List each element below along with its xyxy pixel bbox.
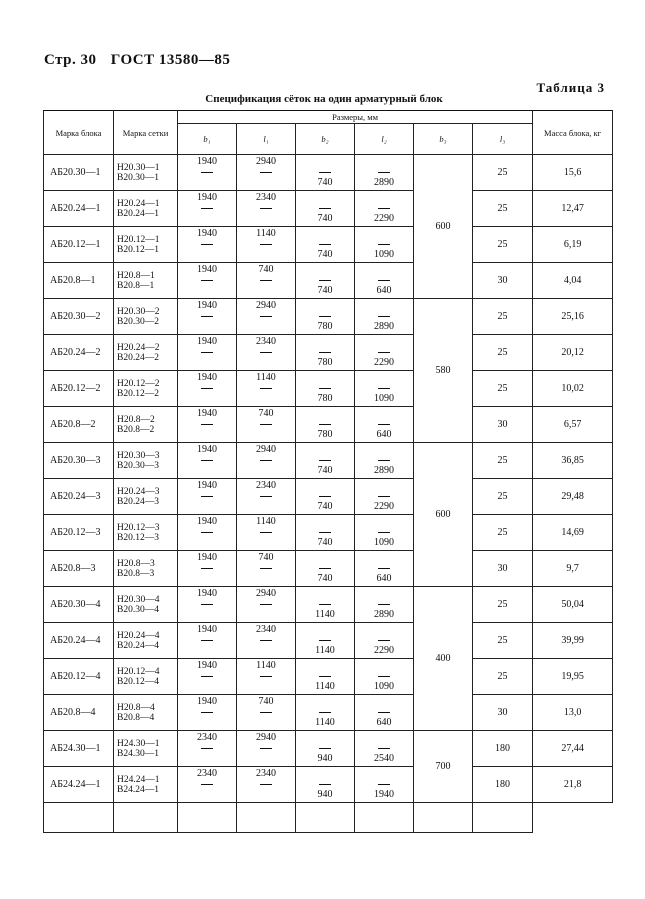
b2-cell: 1140 — [296, 659, 355, 695]
b3-group-cell: 600 — [414, 155, 473, 299]
b2-cell: 940 — [296, 731, 355, 767]
block-mark: АБ20.24—1 — [44, 191, 114, 227]
block-mark: АБ24.30—1 — [44, 731, 114, 767]
l2-cell: 2890 — [355, 299, 414, 335]
l3-cell: 25 — [473, 659, 533, 695]
block-mark: АБ20.8—3 — [44, 551, 114, 587]
b2-cell: 740 — [296, 515, 355, 551]
b1-cell: 1940 — [178, 407, 237, 443]
mesh-marks: Н20.12—2 В20.12—2 — [114, 371, 178, 407]
mass-cell: 6,57 — [533, 407, 613, 443]
table-row — [44, 227, 613, 263]
l3-cell: 25 — [473, 299, 533, 335]
l2-cell: 2290 — [355, 191, 414, 227]
col-sizes: Размеры, мм — [178, 111, 533, 124]
l3-cell: 25 — [473, 335, 533, 371]
l2-cell: 2290 — [355, 623, 414, 659]
table-row — [44, 479, 613, 515]
b1-cell: 2340 — [178, 767, 237, 803]
mesh-marks: Н20.8—1 В20.8—1 — [114, 263, 178, 299]
b3-group-cell: 600 — [414, 443, 473, 587]
b1-cell: 1940 — [178, 227, 237, 263]
mesh-marks: Н20.12—3 В20.12—3 — [114, 515, 178, 551]
l2-cell: 1090 — [355, 371, 414, 407]
b1-cell: 1940 — [178, 623, 237, 659]
block-mark: АБ20.30—4 — [44, 587, 114, 623]
b2-cell: 1140 — [296, 587, 355, 623]
b2-cell: 740 — [296, 479, 355, 515]
l1-cell: 1140 — [237, 227, 296, 263]
block-mark: АБ20.12—4 — [44, 659, 114, 695]
block-mark: АБ20.30—1 — [44, 155, 114, 191]
b1-cell: 1940 — [178, 299, 237, 335]
l3-cell: 25 — [473, 155, 533, 191]
b2-cell: 740 — [296, 191, 355, 227]
block-mark: АБ20.24—4 — [44, 623, 114, 659]
b2-cell: 740 — [296, 443, 355, 479]
l3-cell: 25 — [473, 623, 533, 659]
b1-cell: 1940 — [178, 443, 237, 479]
page-number: Стр. 30 — [44, 52, 97, 68]
b3-group-cell: 700 — [414, 731, 473, 803]
l2-cell: 640 — [355, 695, 414, 731]
b2-cell: 740 — [296, 551, 355, 587]
mass-cell: 50,04 — [533, 587, 613, 623]
l1-cell: 1140 — [237, 371, 296, 407]
l3-cell: 25 — [473, 443, 533, 479]
mass-cell: 29,48 — [533, 479, 613, 515]
table-row — [44, 191, 613, 227]
l2-cell: 2890 — [355, 587, 414, 623]
l1-cell: 2340 — [237, 191, 296, 227]
mass-cell: 21,8 — [533, 767, 613, 803]
mesh-marks: Н24.30—1 В24.30—1 — [114, 731, 178, 767]
b1-cell: 2340 — [178, 731, 237, 767]
mesh-marks: Н24.24—1 В24.24—1 — [114, 767, 178, 803]
b1-cell: 1940 — [178, 695, 237, 731]
b1-cell: 1940 — [178, 335, 237, 371]
col-l3: l₃ — [473, 124, 533, 155]
table-row-empty — [44, 803, 613, 833]
mesh-marks: Н20.8—2 В20.8—2 — [114, 407, 178, 443]
table-row — [44, 335, 613, 371]
l3-cell: 25 — [473, 587, 533, 623]
l1-cell: 740 — [237, 263, 296, 299]
b2-cell: 780 — [296, 335, 355, 371]
mass-cell: 4,04 — [533, 263, 613, 299]
b2-cell: 740 — [296, 227, 355, 263]
block-mark: АБ20.8—4 — [44, 695, 114, 731]
l1-cell: 740 — [237, 695, 296, 731]
mass-cell: 14,69 — [533, 515, 613, 551]
b1-cell: 1940 — [178, 587, 237, 623]
b2-cell: 780 — [296, 299, 355, 335]
l2-cell: 2890 — [355, 155, 414, 191]
b2-cell: 780 — [296, 407, 355, 443]
col-b3: b₃ — [414, 124, 473, 155]
block-mark: АБ20.8—2 — [44, 407, 114, 443]
block-mark: АБ20.24—2 — [44, 335, 114, 371]
table-row — [44, 659, 613, 695]
l3-cell: 180 — [473, 731, 533, 767]
table-title: Спецификация сёток на один арматурный блок — [205, 93, 443, 105]
l1-cell: 2340 — [237, 767, 296, 803]
l3-cell: 25 — [473, 479, 533, 515]
l1-cell: 2340 — [237, 479, 296, 515]
l3-cell: 180 — [473, 767, 533, 803]
mass-cell: 19,95 — [533, 659, 613, 695]
b1-cell: 1940 — [178, 371, 237, 407]
l1-cell: 2940 — [237, 587, 296, 623]
l1-cell: 740 — [237, 551, 296, 587]
mesh-marks: Н20.24—4 В20.24—4 — [114, 623, 178, 659]
mesh-marks: Н20.24—2 В20.24—2 — [114, 335, 178, 371]
table-row — [44, 299, 613, 335]
l2-cell: 2890 — [355, 443, 414, 479]
b1-cell: 1940 — [178, 515, 237, 551]
mesh-marks: Н20.30—2 В20.30—2 — [114, 299, 178, 335]
b1-cell: 1940 — [178, 659, 237, 695]
table-row — [44, 263, 613, 299]
table-row — [44, 515, 613, 551]
l1-cell: 2940 — [237, 155, 296, 191]
l1-cell: 2940 — [237, 443, 296, 479]
mass-cell: 27,44 — [533, 731, 613, 767]
col-mass: Масса блока, кг — [533, 111, 613, 155]
col-l1: l₁ — [237, 124, 296, 155]
mass-cell: 6,19 — [533, 227, 613, 263]
l3-cell: 30 — [473, 263, 533, 299]
table-row — [44, 731, 613, 767]
col-b2: b₂ — [296, 124, 355, 155]
b3-group-cell: 400 — [414, 587, 473, 731]
mesh-marks: Н20.8—3 В20.8—3 — [114, 551, 178, 587]
l2-cell: 1090 — [355, 659, 414, 695]
table-row — [44, 623, 613, 659]
b1-cell: 1940 — [178, 479, 237, 515]
col-block-mark: Марка блока — [44, 111, 114, 155]
l2-cell: 1090 — [355, 227, 414, 263]
table-row — [44, 407, 613, 443]
l2-cell: 640 — [355, 407, 414, 443]
block-mark: АБ20.8—1 — [44, 263, 114, 299]
l2-cell: 640 — [355, 263, 414, 299]
b1-cell: 1940 — [178, 551, 237, 587]
l1-cell: 1140 — [237, 515, 296, 551]
mesh-marks: Н20.12—4 В20.12—4 — [114, 659, 178, 695]
mass-cell: 20,12 — [533, 335, 613, 371]
mass-cell: 10,02 — [533, 371, 613, 407]
b2-cell: 940 — [296, 767, 355, 803]
l1-cell: 2940 — [237, 731, 296, 767]
mass-cell: 9,7 — [533, 551, 613, 587]
b2-cell: 1140 — [296, 695, 355, 731]
block-mark: АБ24.24—1 — [44, 767, 114, 803]
l2-cell: 640 — [355, 551, 414, 587]
mesh-marks: Н20.30—4 В20.30—4 — [114, 587, 178, 623]
mass-cell: 15,6 — [533, 155, 613, 191]
b2-cell: 740 — [296, 155, 355, 191]
block-mark: АБ20.12—2 — [44, 371, 114, 407]
block-mark: АБ20.30—2 — [44, 299, 114, 335]
mass-cell: 39,99 — [533, 623, 613, 659]
gost-number: ГОСТ 13580—85 — [110, 52, 231, 68]
l1-cell: 2940 — [237, 299, 296, 335]
l3-cell: 25 — [473, 515, 533, 551]
l3-cell: 25 — [473, 191, 533, 227]
l1-cell: 1140 — [237, 659, 296, 695]
b1-cell: 1940 — [178, 263, 237, 299]
b1-cell: 1940 — [178, 191, 237, 227]
mesh-marks: Н20.8—4 В20.8—4 — [114, 695, 178, 731]
l3-cell: 30 — [473, 695, 533, 731]
mesh-marks: Н20.12—1 В20.12—1 — [114, 227, 178, 263]
mass-cell: 36,85 — [533, 443, 613, 479]
b2-cell: 1140 — [296, 623, 355, 659]
mass-cell: 25,16 — [533, 299, 613, 335]
page-header — [44, 52, 230, 69]
table-row — [44, 695, 613, 731]
block-mark: АБ20.30—3 — [44, 443, 114, 479]
table-row — [44, 767, 613, 803]
block-mark: АБ20.12—3 — [44, 515, 114, 551]
b3-group-cell: 580 — [414, 299, 473, 443]
b2-cell: 740 — [296, 263, 355, 299]
l2-cell: 1090 — [355, 515, 414, 551]
mass-cell: 12,47 — [533, 191, 613, 227]
table-number: Таблица 3 — [536, 80, 605, 95]
mass-cell: 13,0 — [533, 695, 613, 731]
l3-cell: 25 — [473, 371, 533, 407]
col-l2: l₂ — [355, 124, 414, 155]
table-row — [44, 443, 613, 479]
table-row — [44, 551, 613, 587]
l2-cell: 1940 — [355, 767, 414, 803]
table-row — [44, 155, 613, 191]
b2-cell: 780 — [296, 371, 355, 407]
l1-cell: 2340 — [237, 335, 296, 371]
l1-cell: 740 — [237, 407, 296, 443]
l3-cell: 25 — [473, 227, 533, 263]
l2-cell: 2290 — [355, 479, 414, 515]
l3-cell: 30 — [473, 407, 533, 443]
mesh-marks: Н20.30—3 В20.30—3 — [114, 443, 178, 479]
l1-cell: 2340 — [237, 623, 296, 659]
l3-cell: 30 — [473, 551, 533, 587]
mesh-marks: Н20.24—1 В20.24—1 — [114, 191, 178, 227]
block-mark: АБ20.12—1 — [44, 227, 114, 263]
col-b1: b₁ — [178, 124, 237, 155]
l2-cell: 2290 — [355, 335, 414, 371]
specification-table — [43, 110, 613, 833]
mesh-marks: Н20.30—1 В20.30—1 — [114, 155, 178, 191]
mesh-marks: Н20.24—3 В20.24—3 — [114, 479, 178, 515]
b1-cell: 1940 — [178, 155, 237, 191]
table-row — [44, 587, 613, 623]
block-mark: АБ20.24—3 — [44, 479, 114, 515]
l2-cell: 2540 — [355, 731, 414, 767]
col-mesh-mark: Марка сетки — [114, 111, 178, 155]
table-row — [44, 371, 613, 407]
